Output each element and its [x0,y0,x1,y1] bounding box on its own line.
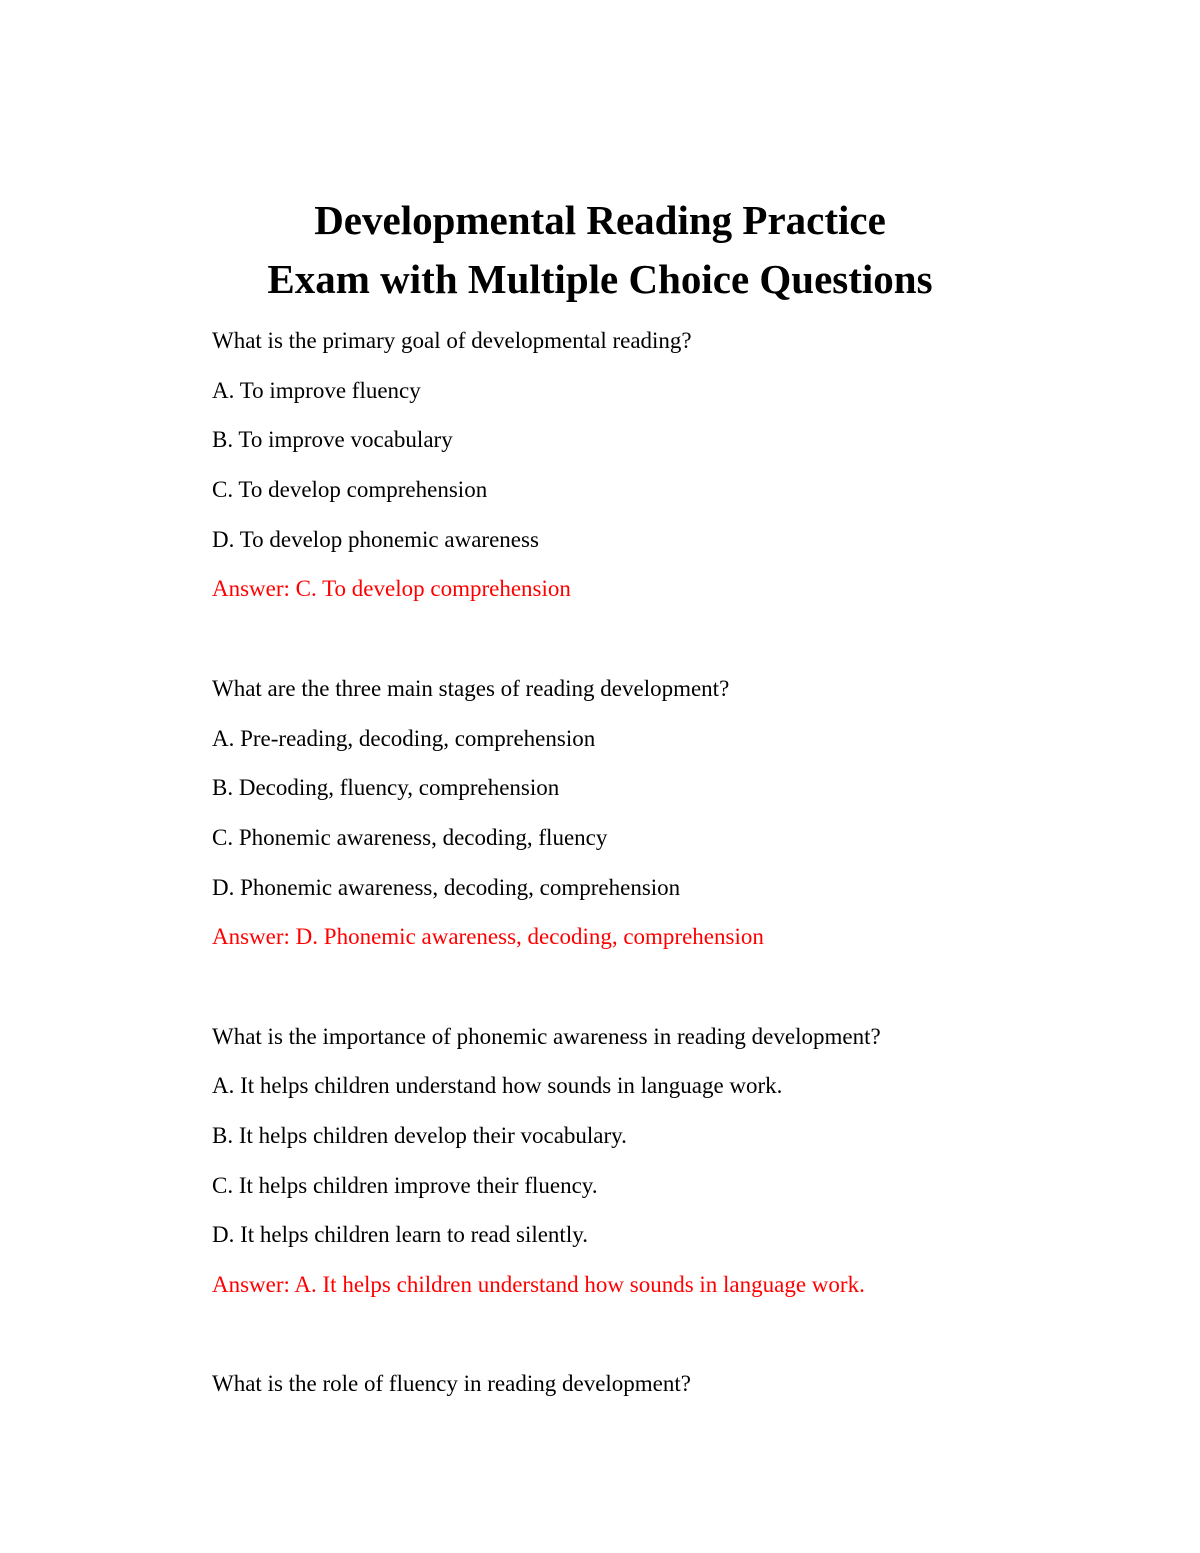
question-text: What is the importance of phonemic awareness in reading development? [212,1023,881,1049]
option-c: C. To develop comprehension [212,477,488,503]
answer-text: Answer: C. To develop comprehension [212,576,571,602]
option-b: B. It helps children develop their vocabulary. [212,1123,627,1148]
answer-text: Answer: A. It helps children understand how sounds in language work. [212,1272,865,1298]
option-c: C. It helps children improve their fluency. [212,1172,598,1198]
document-title-line-2: Exam with Multiple Choice Questions [267,256,933,302]
option-d: D. It helps children learn to read silently. [212,1222,588,1248]
option-b: B. Decoding, fluency, comprehension [212,775,560,801]
section-spacer [212,972,1172,1022]
question-block-2 [212,674,1172,952]
question-block-4 [212,1369,1172,1399]
option-a: A. It helps children understand how sounds in language work. [212,1073,783,1099]
option-d: D. Phonemic awareness, decoding, comprehension [212,874,681,900]
section-spacer [212,1320,1172,1370]
question-block-1 [212,326,1172,604]
section-spacer [212,624,1172,674]
question-text: What is the role of fluency in reading development? [212,1371,691,1397]
question-text: What is the primary goal of developmental reading? [212,328,692,353]
option-a: A. To improve fluency [212,377,421,403]
option-b: B. To improve vocabulary [212,427,453,453]
answer-text: Answer: D. Phonemic awareness, decoding, comprehension [212,924,764,950]
document-title-line-1: Developmental Reading Practice [314,197,886,243]
question-text: What are the three main stages of reading development? [212,675,730,701]
option-d: D. To develop phonemic awareness [212,526,539,552]
option-a: A. Pre-reading, decoding, comprehension [212,725,596,751]
question-list [212,326,1172,1419]
question-block-3 [212,1022,1172,1300]
option-c: C. Phonemic awareness, decoding, fluency [212,824,608,850]
